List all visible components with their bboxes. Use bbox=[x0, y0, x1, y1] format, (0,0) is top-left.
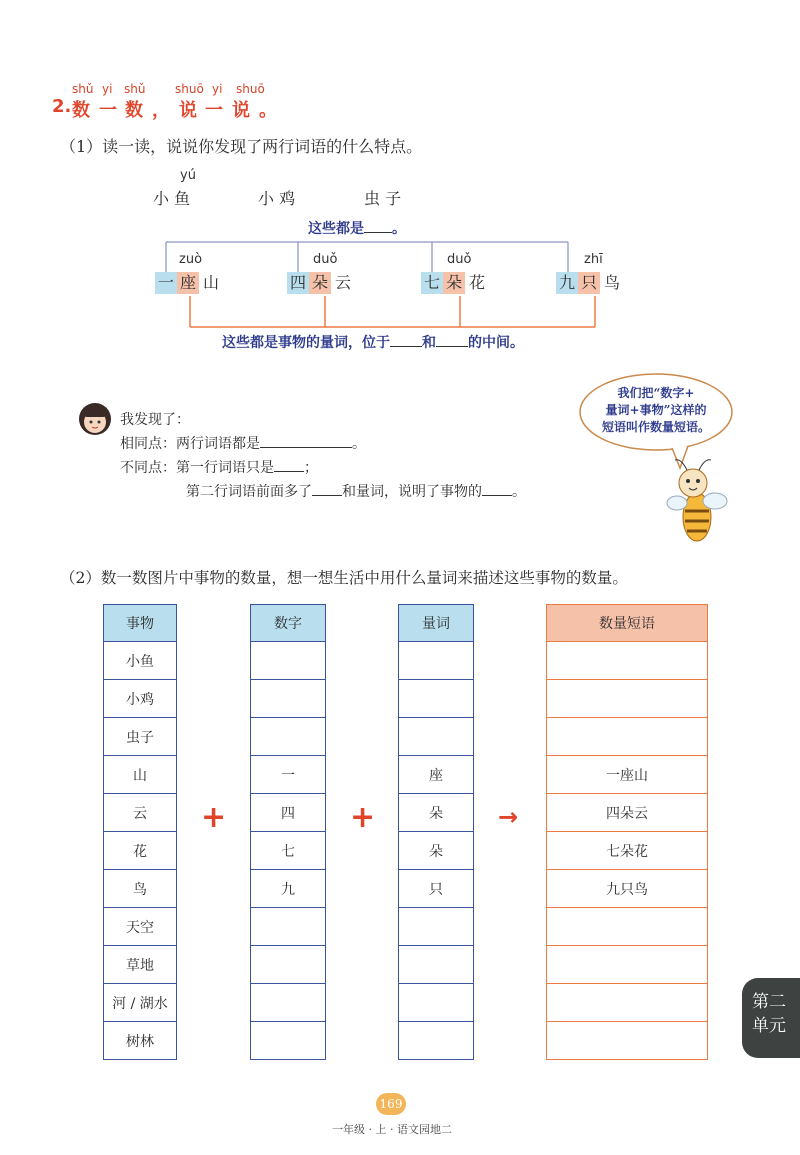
table-cell: 树林 bbox=[104, 1022, 177, 1060]
table-cell: 云 bbox=[104, 794, 177, 832]
blank[interactable] bbox=[274, 457, 304, 472]
table-cell: 四朵云 bbox=[547, 794, 708, 832]
blank[interactable] bbox=[260, 433, 352, 448]
plus-sign: + bbox=[350, 800, 376, 835]
bee-illustration bbox=[655, 455, 735, 555]
table-cell[interactable] bbox=[399, 984, 474, 1022]
noun-cell: 鸟 bbox=[604, 273, 621, 292]
blank[interactable] bbox=[390, 332, 422, 347]
table-cell: 花 bbox=[104, 832, 177, 870]
diff-row-2: 第二行词语前面多了 和量词，说明了事物的 。 bbox=[120, 480, 526, 504]
table-cell: 朵 bbox=[399, 832, 474, 870]
table-cell[interactable] bbox=[399, 718, 474, 756]
table-cell[interactable] bbox=[251, 946, 326, 984]
measure-cell: 座 bbox=[177, 272, 199, 294]
table-cell: 天空 bbox=[104, 908, 177, 946]
number-cell: 四 bbox=[287, 272, 309, 294]
table-cell: 七 bbox=[251, 832, 326, 870]
numbers-header: 数字 bbox=[251, 605, 326, 642]
measure-pinyin: zuò bbox=[179, 252, 203, 267]
table-cell: 一 bbox=[251, 756, 326, 794]
table-cell: 朵 bbox=[399, 794, 474, 832]
row1-item: 小 鱼 bbox=[153, 189, 191, 208]
table-cell: 草地 bbox=[104, 946, 177, 984]
table-cell[interactable] bbox=[399, 1022, 474, 1060]
phrase-group bbox=[421, 252, 501, 298]
table-cell[interactable] bbox=[547, 946, 708, 984]
table-cell: 只 bbox=[399, 870, 474, 908]
table-cell[interactable] bbox=[399, 908, 474, 946]
things-header: 事物 bbox=[104, 605, 177, 642]
girl-avatar bbox=[78, 402, 112, 436]
noun-cell: 云 bbox=[335, 273, 352, 292]
blank[interactable] bbox=[482, 481, 512, 496]
table-cell: 座 bbox=[399, 756, 474, 794]
yu-pinyin: yú bbox=[180, 168, 196, 183]
table-cell[interactable] bbox=[399, 680, 474, 718]
caption1: 这些都是 。 bbox=[308, 218, 406, 238]
part1-prompt: （1）读一读，说说你发现了两行词语的什么特点。 bbox=[60, 137, 423, 156]
number-cell: 七 bbox=[421, 272, 443, 294]
measures-table bbox=[398, 604, 474, 1060]
heading-title: 2. 数 一 数 ， 说 一 说 。 bbox=[52, 96, 277, 121]
table-cell: 九 bbox=[251, 870, 326, 908]
table-cell[interactable] bbox=[547, 984, 708, 1022]
table-cell[interactable] bbox=[251, 908, 326, 946]
table-cell[interactable] bbox=[547, 680, 708, 718]
part2-prompt: （2）数一数图片中事物的数量，想一想生活中用什么量词来描述这些事物的数量。 bbox=[60, 569, 628, 587]
row1-item: 虫 子 bbox=[364, 189, 402, 208]
connector-lines bbox=[0, 0, 800, 360]
noun-cell: 花 bbox=[469, 273, 486, 292]
measure-pinyin: duǒ bbox=[313, 252, 338, 267]
table-cell[interactable] bbox=[251, 642, 326, 680]
things-table bbox=[103, 604, 177, 1060]
discovery-title: 我发现了： bbox=[120, 412, 190, 428]
arrow-icon: → bbox=[498, 803, 519, 831]
diff-row: 不同点：第一行词语只是 ； bbox=[120, 456, 526, 480]
numbers-table bbox=[250, 604, 326, 1060]
table-cell: 小鱼 bbox=[104, 642, 177, 680]
unit-tab: 第二 单元 bbox=[742, 978, 800, 1058]
measures-header: 量词 bbox=[399, 605, 474, 642]
number-cell: 九 bbox=[556, 272, 578, 294]
row1-item: 小 鸡 bbox=[258, 189, 296, 208]
phrase-group bbox=[287, 252, 367, 298]
blank[interactable] bbox=[312, 481, 342, 496]
table-cell: 虫子 bbox=[104, 718, 177, 756]
measure-pinyin: duǒ bbox=[447, 252, 472, 267]
number-cell: 一 bbox=[155, 272, 177, 294]
measure-cell: 朵 bbox=[309, 272, 331, 294]
table-cell[interactable] bbox=[251, 1022, 326, 1060]
table-cell[interactable] bbox=[547, 642, 708, 680]
table-cell: 七朵花 bbox=[547, 832, 708, 870]
heading: shǔ yi shǔ shuō yi shuō 2. 数 一 数 ， 说 一 说 。 bbox=[52, 82, 277, 121]
phrase-group bbox=[556, 252, 636, 298]
measure-cell: 朵 bbox=[443, 272, 465, 294]
blank[interactable] bbox=[436, 332, 468, 347]
measure-cell: 只 bbox=[578, 272, 600, 294]
table-cell[interactable] bbox=[547, 908, 708, 946]
table-cell: 九只鸟 bbox=[547, 870, 708, 908]
table-cell: 一座山 bbox=[547, 756, 708, 794]
table-cell[interactable] bbox=[547, 1022, 708, 1060]
footer-text: 一年级 · 上 · 语文园地二 bbox=[332, 1123, 452, 1136]
table-cell: 山 bbox=[104, 756, 177, 794]
table-cell: 四 bbox=[251, 794, 326, 832]
table-cell: 鸟 bbox=[104, 870, 177, 908]
table-cell: 小鸡 bbox=[104, 680, 177, 718]
table-cell[interactable] bbox=[399, 946, 474, 984]
speech-bubble-text: 我们把“数字+ 量词+事物”这样的 短语叫作数量短语。 bbox=[601, 386, 710, 434]
discovery bbox=[120, 408, 526, 504]
plus-sign: + bbox=[201, 800, 227, 835]
caption2: 这些都是事物的量词，位于 和 的中间。 bbox=[222, 332, 524, 352]
phrases-table bbox=[546, 604, 708, 1060]
page-number: 169 bbox=[376, 1093, 406, 1115]
table-cell[interactable] bbox=[251, 680, 326, 718]
same-row: 相同点：两行词语都是 。 bbox=[120, 432, 526, 456]
noun-cell: 山 bbox=[203, 273, 220, 292]
table-cell[interactable] bbox=[399, 642, 474, 680]
table-cell[interactable] bbox=[251, 718, 326, 756]
table-cell[interactable] bbox=[251, 984, 326, 1022]
phrase-group bbox=[155, 252, 235, 298]
table-cell[interactable] bbox=[547, 718, 708, 756]
measure-pinyin: zhī bbox=[584, 252, 603, 267]
table-cell: 河 / 湖水 bbox=[104, 984, 177, 1022]
phrases-header: 数量短语 bbox=[547, 605, 708, 642]
